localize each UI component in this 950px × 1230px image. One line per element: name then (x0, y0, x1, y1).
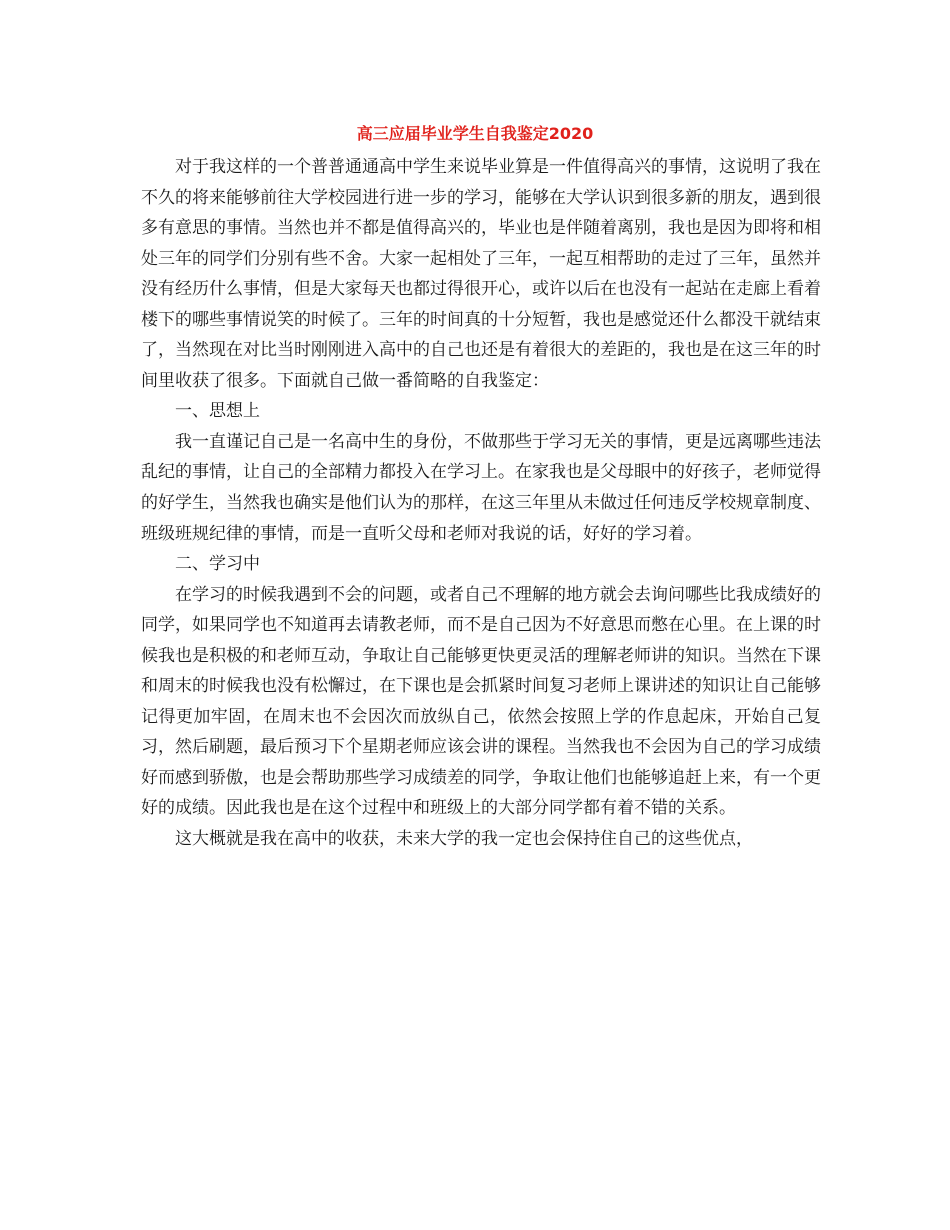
paragraph-thought: 我一直谨记自己是一名高中生的身份，不做那些于学习无关的事情，更是远离哪些违法乱纪的事情，让自己的全部精力都投入在学习上。在家我也是父母眼中的好孩子，老师觉得的好学生，当然我也确实是他们认为的那样，在这三年里从未做过任何违反学校规章制度、班级班规纪律的事情，而是一直听父母和老师对我说的话，好好的学习着。 (141, 431, 821, 544)
document-body (141, 152, 821, 855)
document-title: 高三应届毕业学生自我鉴定2020 (356, 124, 594, 143)
paragraph-conclusion: 这大概就是我在高中的收获，未来大学的我一定也会保持住自己的这些优点， (175, 829, 753, 850)
section-heading-thought: 一、思想上 (175, 401, 260, 422)
paragraph-study: 在学习的时候我遇到不会的问题，或者自己不理解的地方就会去询问哪些比我成绩好的同学，如果同学也不知道再去请教老师，而不是自己因为不好意思而憋在心里。在上课的时候我也是积极的和老师互动，争取让自己能够更快更灵活的理解老师讲的知识。当然在下课和周末的时候我也没有松懈过，在下课也是会抓紧时间复习老师上课讲述的知识让自己能够记得更加牢固，在周末也不会因次而放纵自己，依然会按照上学的作息起床，开始自己复习，然后刷题，最后预习下个星期老师应该会讲的课程。当然我也不会因为自己的学习成绩好而感到骄傲，也是会帮助那些学习成绩差的同学，争取让他们也能够追赶上来，有一个更好的成绩。因此我也是在这个过程中和班级上的大部分同学都有着不错的关系。 (141, 584, 821, 819)
paragraph-intro: 对于我这样的一个普普通通高中学生来说毕业算是一件值得高兴的事情，这说明了我在不久的将来能够前往大学校园进行进一步的学习，能够在大学认识到很多新的朋友，遇到很多有意思的事情。当然也并不都是值得高兴的，毕业也是伴随着离别，我也是因为即将和相处三年的同学们分别有些不舍。大家一起相处了三年，一起互相帮助的走过了三年，虽然并没有经历什么事情，但是大家每天也都过得很开心，或许以后在也没有一起站在走廊上看着楼下的哪些事情说笑的时候了。三年的时间真的十分短暂，我也是感觉还什么都没干就结束了，当然现在对比当时刚刚进入高中的自己也还是有着很大的差距的，我也是在这三年的时间里收获了很多。下面就自己做一番简略的自我鉴定： (141, 157, 821, 391)
section-heading-study: 二、学习中 (175, 554, 260, 575)
